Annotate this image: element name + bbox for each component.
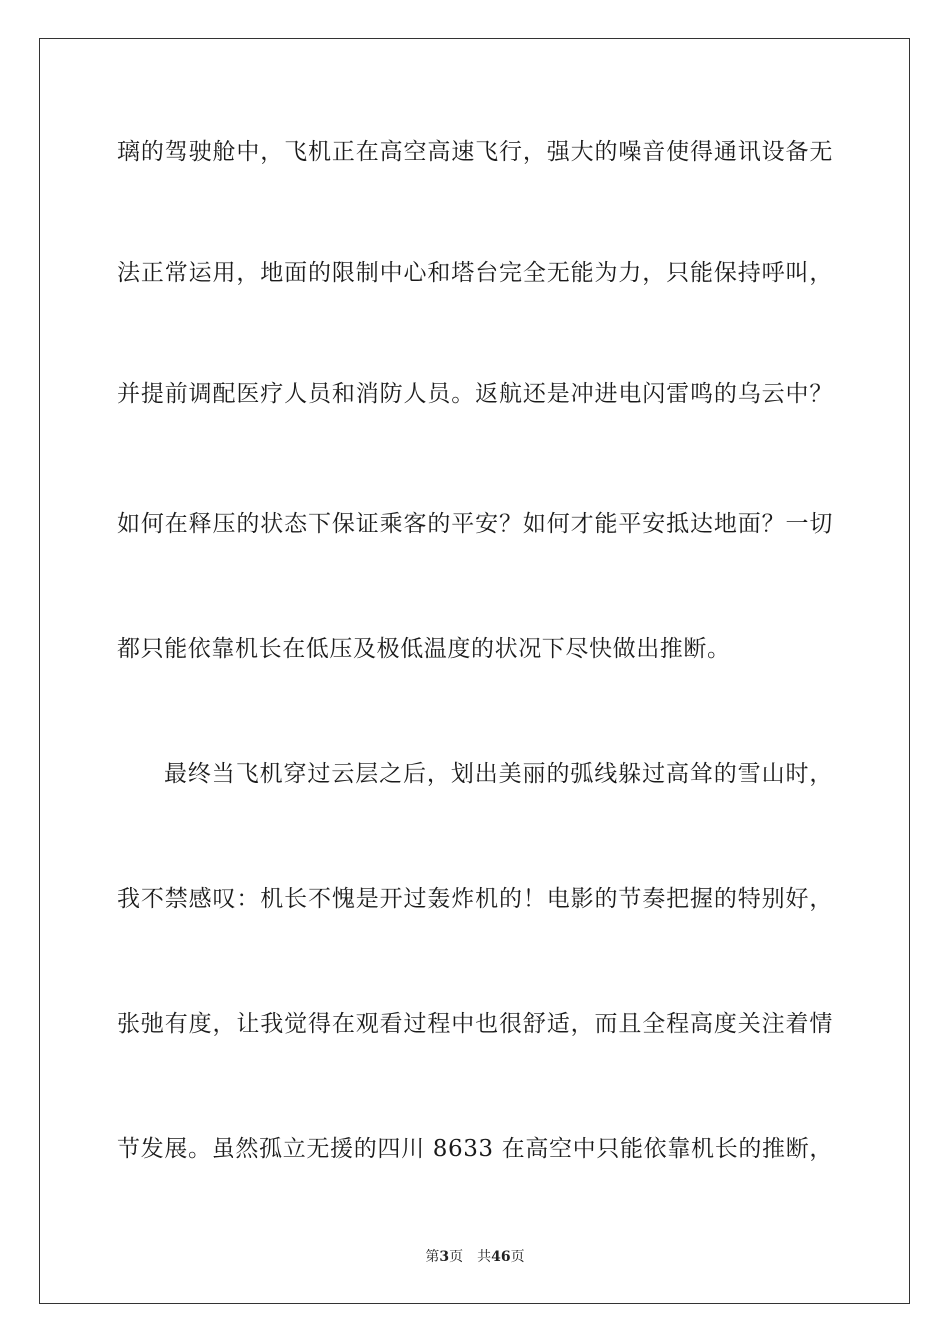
footer-total-prefix: 共 — [477, 1249, 492, 1265]
footer-page-number: 3 — [439, 1249, 450, 1265]
page-footer — [0, 1248, 950, 1266]
body-text-line: 如何在释压的状态下保证乘客的平安？如何才能平安抵达地面？一切 — [117, 511, 833, 537]
body-text-line: 法正常运用，地面的限制中心和塔台完全无能为力，只能保持呼叫， — [117, 260, 833, 286]
body-text-line: 张弛有度，让我觉得在观看过程中也很舒适，而且全程高度关注着情 — [117, 1011, 833, 1037]
paragraph-first-line: 最终当飞机穿过云层之后，划出美丽的弧线躲过高耸的雪山时， — [164, 761, 833, 787]
footer-page-prefix: 第 — [425, 1249, 440, 1265]
footer-total-pages: 46 — [491, 1249, 511, 1265]
footer-total-suffix: 页 — [510, 1249, 525, 1265]
body-text-line: 节发展。虽然孤立无援的四川 8633 在高空中只能依靠机长的推断， — [117, 1136, 833, 1162]
body-text-line: 都只能依靠机长在低压及极低温度的状况下尽快做出推断。 — [117, 636, 731, 662]
body-text-line: 璃的驾驶舱中，飞机正在高空高速飞行，强大的噪音使得通讯设备无 — [117, 139, 833, 165]
body-text-line: 并提前调配医疗人员和消防人员。返航还是冲进电闪雷鸣的乌云中？ — [117, 381, 833, 407]
body-text-line: 我不禁感叹：机长不愧是开过轰炸机的！电影的节奏把握的特别好， — [117, 886, 833, 912]
page-frame — [39, 38, 910, 1304]
footer-page-suffix: 页 — [449, 1249, 464, 1265]
